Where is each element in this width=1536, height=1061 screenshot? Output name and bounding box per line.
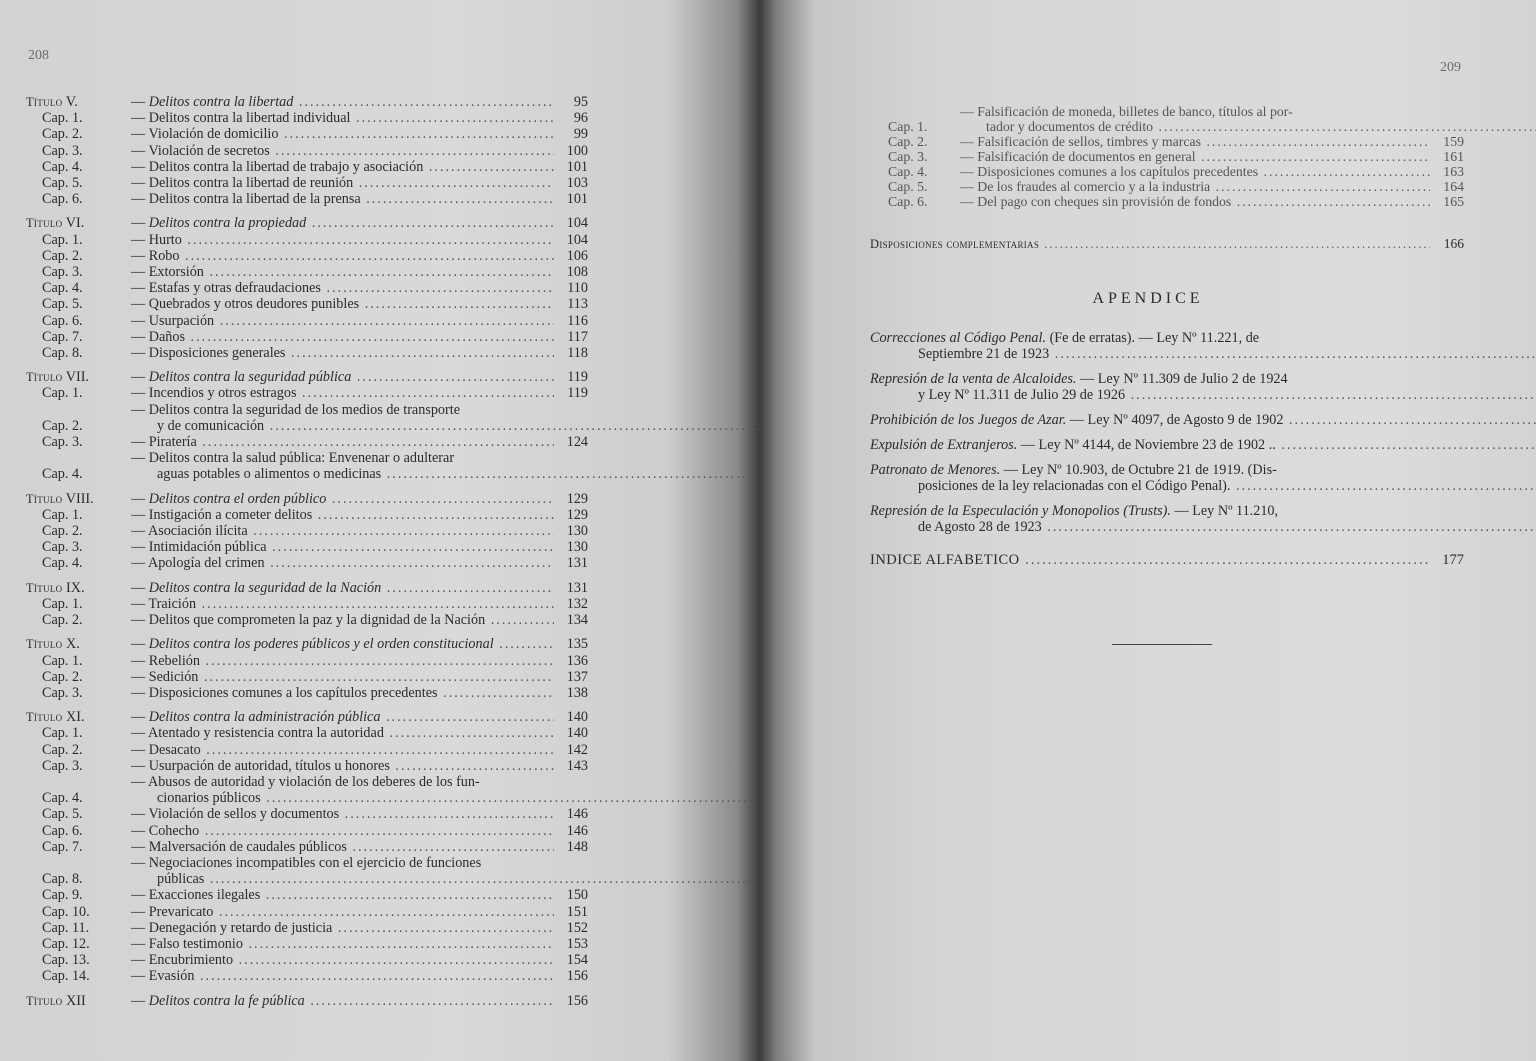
chapter-title: — Estafas y otras defraudaciones ..... (131, 280, 554, 296)
apendice-line: Septiembre 21 de 1923 ..... (870, 346, 1536, 362)
chapter-title: — Delitos contra la libertad de la prensa ..... (131, 191, 554, 207)
apendice-text (870, 330, 1536, 362)
chapter-title: — Apología del crimen ..... (131, 555, 554, 571)
chapter-page: 148 (566, 838, 588, 855)
apendice-law-name: Represión de la venta de Alcaloides. (870, 371, 1077, 387)
apendice-list (870, 330, 1464, 544)
chapter-title: — Sedición ..... (131, 669, 554, 685)
chapter-label: Cap. 2. (42, 612, 83, 629)
chapter-entry (26, 685, 588, 701)
chapter-page: 130 (566, 523, 588, 540)
chapter-title-line: aguas potables o alimentos o medicinas ..... (131, 466, 760, 482)
chapter-entry (26, 539, 588, 555)
chapter-label: Cap. 3. (888, 149, 928, 164)
chapter-entry (26, 968, 588, 984)
chapter-entry (26, 313, 588, 329)
chapter-entry (26, 523, 588, 539)
apendice-law-name: Patronato de Menores. (870, 462, 1001, 478)
chapter-entry (26, 887, 588, 903)
chapter-title: — Piratería ..... (131, 434, 554, 450)
title-label: Título XII (26, 992, 86, 1009)
chapter-title-line: públicas ..... (131, 871, 760, 887)
chapter-entry (26, 855, 588, 887)
chapter-title: — Evasión ..... (131, 968, 554, 984)
title-label: Título VI. (26, 215, 85, 232)
chapter-title: — Delitos contra la libertad de trabajo y asociación ..... (131, 159, 554, 175)
closing-rule (1112, 644, 1212, 645)
title-label: Título IX. (26, 579, 85, 596)
chapter-page: 113 (567, 296, 588, 313)
chapter-title: — Rebelión ..... (131, 653, 554, 669)
title-label: Título XI. (26, 709, 85, 726)
title-heading-text: Delitos contra la propiedad (148, 215, 307, 232)
title-heading: — Delitos contra la fe pública ..... (131, 993, 554, 1009)
title-label: Título V. (26, 94, 78, 110)
chapter-label: Cap. 3. (42, 684, 83, 701)
chapter-label: Cap. 5. (888, 179, 928, 194)
title-section (26, 94, 588, 207)
title-entry (26, 369, 588, 385)
title-section (26, 709, 588, 984)
chapter-page: 130 (566, 539, 588, 556)
chapter-page: 146 (566, 806, 588, 823)
title-section (26, 215, 588, 361)
chapter-page: 100 (566, 142, 588, 159)
apendice-entry (870, 462, 1464, 494)
apendice-entry (870, 437, 1464, 453)
table-of-contents-right (888, 104, 1464, 209)
title-heading-text: Delitos contra la administración pública (148, 709, 381, 726)
chapter-label: Cap. 9. (42, 887, 83, 904)
title-word: Título (26, 637, 63, 652)
title-page: 131 (566, 579, 588, 596)
chapter-entry (26, 385, 588, 401)
chapter-label: Cap. 1. (42, 652, 83, 669)
chapter-title: — Disposiciones generales ..... (131, 345, 554, 361)
apendice-law-name: Prohibición de los Juegos de Azar. (870, 412, 1067, 428)
chapter-entry (26, 806, 588, 822)
chapter-label: Cap. 13. (42, 952, 90, 969)
disposiciones-title: Disposiciones complementarias ..... (870, 236, 1430, 252)
title-section (26, 636, 588, 701)
indice-page: 177 (1442, 552, 1464, 568)
chapter-title (131, 774, 760, 806)
chapter-entry (26, 434, 588, 450)
chapter-label: Cap. 1. (42, 506, 83, 523)
title-heading-text: Delitos contra el orden público (148, 490, 327, 507)
chapter-page: 106 (566, 247, 588, 264)
chapter-page: 129 (566, 506, 588, 523)
chapter-title: — Disposiciones comunes a los capítulos precedentes ..... (131, 685, 554, 701)
apendice-text (870, 437, 1536, 453)
chapter-entry (26, 175, 588, 191)
title-heading: — Delitos contra la seguridad pública ..... (131, 369, 554, 385)
chapter-entry (26, 758, 588, 774)
chapter-page: 154 (566, 952, 588, 969)
chapter-title: — Violación de secretos ..... (131, 143, 554, 159)
apendice-text (870, 503, 1536, 535)
chapter-entry (26, 936, 588, 952)
title-entry (26, 215, 588, 231)
chapter-title: — Delitos contra la libertad individual ..... (131, 110, 554, 126)
apendice-text (870, 462, 1536, 494)
chapter-entry (888, 194, 1464, 209)
title-heading-text: Delitos contra los poderes públicos y el orden constitucional (148, 636, 494, 653)
chapter-page: 103 (566, 175, 588, 192)
title-section (26, 369, 588, 482)
apendice-entry (870, 412, 1464, 428)
chapter-entry (26, 669, 588, 685)
chapter-label: Cap. 6. (42, 191, 83, 208)
title-heading: — Delitos contra la administración pública ..... (131, 709, 554, 725)
chapter-label: Cap. 3. (42, 539, 83, 556)
apendice-entry (870, 371, 1464, 403)
apendice-line: Expulsión de Extranjeros. — Ley Nº 4144, de Noviembre 23 de 1902 .. ..... (870, 437, 1536, 453)
title-heading-text: Delitos contra la seguridad de la Nación (148, 579, 382, 596)
chapter-label: Cap. 3. (42, 142, 83, 159)
chapter-label: Cap. 8. (42, 871, 83, 888)
chapter-label: Cap. 4. (42, 158, 83, 175)
chapter-title: — Delitos que comprometen la paz y la dignidad de la Nación ..... (131, 612, 554, 628)
chapter-title: — Usurpación ..... (131, 313, 554, 329)
title-heading: — Delitos contra la seguridad de la Nación ..... (131, 580, 554, 596)
chapter-page: 142 (566, 741, 588, 758)
chapter-entry (26, 345, 588, 361)
chapter-label: Cap. 14. (42, 968, 90, 985)
chapter-title: — Falsificación de sellos, timbres y marcas ..... (960, 134, 1430, 149)
chapter-page: 156 (566, 968, 588, 985)
chapter-page: 143 (566, 757, 588, 774)
chapter-title: — Violación de sellos y documentos ..... (131, 806, 554, 822)
apendice-line: Patronato de Menores. — Ley Nº 10.903, de Octubre 21 de 1919. (Dis- (870, 462, 1277, 478)
title-word: Título (26, 216, 63, 231)
chapter-entry (26, 952, 588, 968)
chapter-label: Cap. 2. (42, 417, 83, 434)
chapter-entry (26, 839, 588, 855)
title-page: 135 (566, 636, 588, 653)
chapter-title: — Desacato ..... (131, 742, 554, 758)
chapter-label: Cap. 4. (42, 555, 83, 572)
chapter-title: — Violación de domicilio ..... (131, 126, 554, 142)
chapter-title: — De los fraudes al comercio y a la industria ..... (960, 179, 1430, 194)
title-page: 129 (566, 490, 588, 507)
title-page: 104 (566, 215, 588, 232)
chapter-page: 132 (566, 595, 588, 612)
chapter-entry (26, 126, 588, 142)
disposiciones-entry (870, 236, 1464, 252)
chapter-entry (26, 450, 588, 482)
apendice-entry (870, 503, 1464, 535)
title-heading: — Delitos contra la libertad ..... (131, 94, 554, 110)
page-number-left: 208 (28, 48, 49, 63)
chapter-page: 116 (567, 312, 588, 329)
chapter-label: Cap. 2. (42, 741, 83, 758)
chapter-entry (26, 904, 588, 920)
chapter-label: Cap. 8. (42, 345, 83, 362)
title-entry (26, 993, 588, 1009)
disposiciones-page: 166 (1443, 236, 1464, 251)
apendice-entry (870, 330, 1464, 362)
title-word: Título (26, 993, 63, 1008)
title-heading-text: Delitos contra la seguridad pública (148, 369, 352, 386)
chapter-page: 117 (567, 328, 588, 345)
chapter-entry (888, 104, 1464, 134)
chapter-page: 99 (573, 126, 588, 143)
title-entry (26, 491, 588, 507)
chapter-label: Cap. 4. (42, 280, 83, 297)
chapter-entry (888, 164, 1464, 179)
apendice-line: Correcciones al Código Penal. (Fe de erratas). — Ley Nº 11.221, de (870, 330, 1260, 346)
title-word: Título (26, 95, 63, 109)
title-entry (26, 94, 588, 110)
chapter-page: 108 (566, 264, 588, 281)
chapter-page: 153 (566, 935, 588, 952)
apendice-line: Represión de la Especulación y Monopolios (Trusts). — Ley Nº 11.210, (870, 503, 1279, 519)
apendice-line: posiciones de la ley relacionadas con el Código Penal). ..... (870, 478, 1536, 494)
chapter-page: 131 (566, 555, 588, 572)
chapter-page: 138 (566, 684, 588, 701)
chapter-page: 110 (567, 280, 588, 297)
chapter-title-line: — Falsificación de moneda, billetes de banco, títulos al por- (960, 104, 1293, 119)
title-section (26, 580, 588, 629)
chapter-label: Cap. 3. (42, 434, 83, 451)
chapter-title: — Prevaricato ..... (131, 904, 554, 920)
chapter-label: Cap. 1. (42, 725, 83, 742)
chapter-label: Cap. 2. (42, 523, 83, 540)
chapter-label: Cap. 6. (42, 312, 83, 329)
title-entry (26, 580, 588, 596)
chapter-label: Cap. 2. (42, 247, 83, 264)
chapter-title: — Usurpación de autoridad, títulos u honores ..... (131, 758, 554, 774)
chapter-entry (26, 191, 588, 207)
chapter-entry (26, 823, 588, 839)
chapter-entry (26, 232, 588, 248)
chapter-label: Cap. 4. (888, 164, 928, 179)
chapter-entry (26, 596, 588, 612)
left-page (0, 0, 760, 1061)
chapter-page: 163 (1443, 164, 1464, 179)
chapter-page: 150 (566, 887, 588, 904)
chapter-title: — Traición ..... (131, 596, 554, 612)
title-entry (26, 636, 588, 652)
chapter-entry (26, 329, 588, 345)
chapter-title: — Intimidación pública ..... (131, 539, 554, 555)
title-label: Título VII. (26, 369, 89, 386)
title-section (26, 491, 588, 572)
chapter-page: 124 (566, 434, 588, 451)
title-page: 156 (566, 992, 588, 1009)
chapter-entry (26, 555, 588, 571)
chapter-page: 136 (566, 652, 588, 669)
chapter-label: Cap. 11. (42, 919, 90, 936)
chapter-entry (26, 248, 588, 264)
chapter-entry (26, 653, 588, 669)
chapter-title-line: — Negociaciones incompatibles con el ejercicio de funciones (131, 854, 482, 871)
chapter-title-line: — Abusos de autoridad y violación de los deberes de los fun- (131, 773, 480, 790)
chapter-page: 104 (566, 231, 588, 248)
apendice-line: y Ley Nº 11.311 de Julio 29 de 1926 ..... (870, 387, 1536, 403)
chapter-title-line: — Delitos contra la seguridad de los medios de transporte (131, 401, 460, 418)
chapter-entry (26, 296, 588, 312)
chapter-title-line: tador y documentos de crédito ..... (960, 119, 1536, 134)
chapter-entry (26, 774, 588, 806)
chapter-page: 161 (1443, 149, 1464, 164)
table-of-contents-left (26, 94, 588, 1017)
title-heading: — Delitos contra el orden público ..... (131, 491, 554, 507)
chapter-label: Cap. 2. (42, 668, 83, 685)
chapter-entry (888, 134, 1464, 149)
chapter-entry (26, 402, 588, 434)
chapter-label: Cap. 6. (42, 822, 83, 839)
chapter-title (131, 855, 760, 887)
chapter-entry (26, 725, 588, 741)
chapter-label: Cap. 1. (42, 110, 83, 127)
chapter-entry (26, 507, 588, 523)
chapter-label: Cap. 3. (42, 264, 83, 281)
chapter-page: 140 (566, 725, 588, 742)
chapter-entry (26, 920, 588, 936)
apendice-text (870, 371, 1536, 403)
apendice-text (870, 412, 1536, 428)
chapter-title: — Asociación ilícita ..... (131, 523, 554, 539)
apendice-law-name: Represión de la Especulación y Monopolios (Trusts). (870, 503, 1171, 519)
chapter-page: 137 (566, 668, 588, 685)
chapter-title: — Hurto ..... (131, 232, 554, 248)
chapter-label: Cap. 1. (888, 119, 928, 134)
chapter-title: — Exacciones ilegales ..... (131, 887, 554, 903)
page-number-right: 209 (1440, 60, 1461, 75)
chapter-title: — Delitos contra la libertad de reunión ..... (131, 175, 554, 191)
chapter-title (131, 450, 760, 482)
apendice-law-name: Correcciones al Código Penal. (870, 330, 1047, 346)
title-word: Título (26, 370, 63, 385)
chapter-page: 101 (566, 191, 588, 208)
title-label: Título X. (26, 636, 80, 653)
indice-entry (870, 552, 1464, 569)
chapter-page: 165 (1443, 194, 1464, 209)
chapter-label: Cap. 1. (42, 231, 83, 248)
chapter-title (960, 104, 1536, 134)
chapter-label: Cap. 12. (42, 935, 90, 952)
title-page: 119 (567, 369, 588, 386)
chapter-title: — Disposiciones comunes a los capítulos precedentes ..... (960, 164, 1430, 179)
chapter-title: — Cohecho ..... (131, 823, 554, 839)
apendice-line: de Agosto 28 de 1923 ..... (870, 519, 1536, 535)
chapter-entry (26, 159, 588, 175)
chapter-label: Cap. 7. (42, 328, 83, 345)
chapter-title: — Daños ..... (131, 329, 554, 345)
chapter-label: Cap. 1. (42, 385, 83, 402)
chapter-label: Cap. 1. (42, 595, 83, 612)
chapter-label: Cap. 5. (42, 175, 83, 192)
title-heading: — Delitos contra los poderes públicos y el orden constitucional ..... (131, 636, 554, 652)
chapter-title: — Quebrados y otros deudores punibles ..... (131, 296, 554, 312)
chapter-entry (888, 149, 1464, 164)
chapter-label: Cap. 6. (888, 194, 928, 209)
chapter-label: Cap. 7. (42, 838, 83, 855)
chapter-page: 96 (573, 110, 588, 127)
chapter-title-line: cionarios públicos ..... (131, 790, 760, 806)
chapter-page: 101 (566, 158, 588, 175)
chapter-label: Cap. 2. (42, 126, 83, 143)
apendice-line: Represión de la venta de Alcaloides. — Ley Nº 11.309 de Julio 2 de 1924 (870, 371, 1288, 387)
chapter-entry (888, 179, 1464, 194)
title-label: Título VIII. (26, 490, 94, 507)
chapter-title: — Encubrimiento ..... (131, 952, 554, 968)
chapter-title: — Malversación de caudales públicos ..... (131, 839, 554, 855)
title-page: 95 (573, 94, 588, 110)
right-page (760, 0, 1536, 1061)
chapter-title: — Instigación a cometer delitos ..... (131, 507, 554, 523)
chapter-entry (26, 742, 588, 758)
chapter-label: Cap. 4. (42, 790, 83, 807)
title-heading-text: Delitos contra la libertad (148, 94, 294, 110)
chapter-page: 118 (567, 345, 588, 362)
title-word: Título (26, 580, 63, 595)
title-page: 140 (566, 709, 588, 726)
chapter-page: 164 (1443, 179, 1464, 194)
chapter-title: — Del pago con cheques sin provisión de fondos ..... (960, 194, 1430, 209)
chapter-title: — Extorsión ..... (131, 264, 554, 280)
chapter-title: — Robo ..... (131, 248, 554, 264)
apendice-heading: APENDICE (1092, 290, 1204, 307)
chapter-title-line: — Delitos contra la salud pública: Envenenar o adulterar (131, 450, 455, 467)
chapter-title-line: y de comunicación ..... (131, 418, 760, 434)
chapter-title: — Atentado y resistencia contra la autoridad ..... (131, 725, 554, 741)
title-entry (26, 709, 588, 725)
chapter-page: 152 (566, 919, 588, 936)
chapter-label: Cap. 5. (42, 296, 83, 313)
chapter-title: — Falso testimonio ..... (131, 936, 554, 952)
chapter-title: — Denegación y retardo de justicia ..... (131, 920, 554, 936)
chapter-label: Cap. 4. (42, 466, 83, 483)
title-word: Título (26, 491, 63, 506)
title-heading: — Delitos contra la propiedad ..... (131, 215, 554, 231)
chapter-label: Cap. 2. (888, 134, 928, 149)
chapter-label: Cap. 3. (42, 757, 83, 774)
chapter-page: 119 (567, 385, 588, 402)
chapter-entry (26, 264, 588, 280)
chapter-page: 151 (566, 903, 588, 920)
chapter-title (131, 402, 760, 434)
chapter-label: Cap. 10. (42, 903, 90, 920)
title-section (26, 993, 588, 1009)
chapter-entry (26, 280, 588, 296)
title-heading-text: Delitos contra la fe pública (148, 992, 305, 1009)
chapter-label: Cap. 5. (42, 806, 83, 823)
chapter-title: — Incendios y otros estragos ..... (131, 385, 554, 401)
chapter-page: 146 (566, 822, 588, 839)
apendice-law-name: Expulsión de Extranjeros. (870, 437, 1018, 453)
chapter-title: — Falsificación de documentos en general ..... (960, 149, 1430, 164)
chapter-page: 134 (566, 612, 588, 629)
indice-title: INDICE ALFABETICO ..... (870, 552, 1428, 569)
chapter-entry (26, 612, 588, 628)
title-word: Título (26, 710, 63, 725)
chapter-entry (26, 110, 588, 126)
chapter-entry (26, 143, 588, 159)
chapter-page: 159 (1443, 134, 1464, 149)
apendice-line: Prohibición de los Juegos de Azar. — Ley Nº 4097, de Agosto 9 de 1902 ..... (870, 412, 1536, 428)
